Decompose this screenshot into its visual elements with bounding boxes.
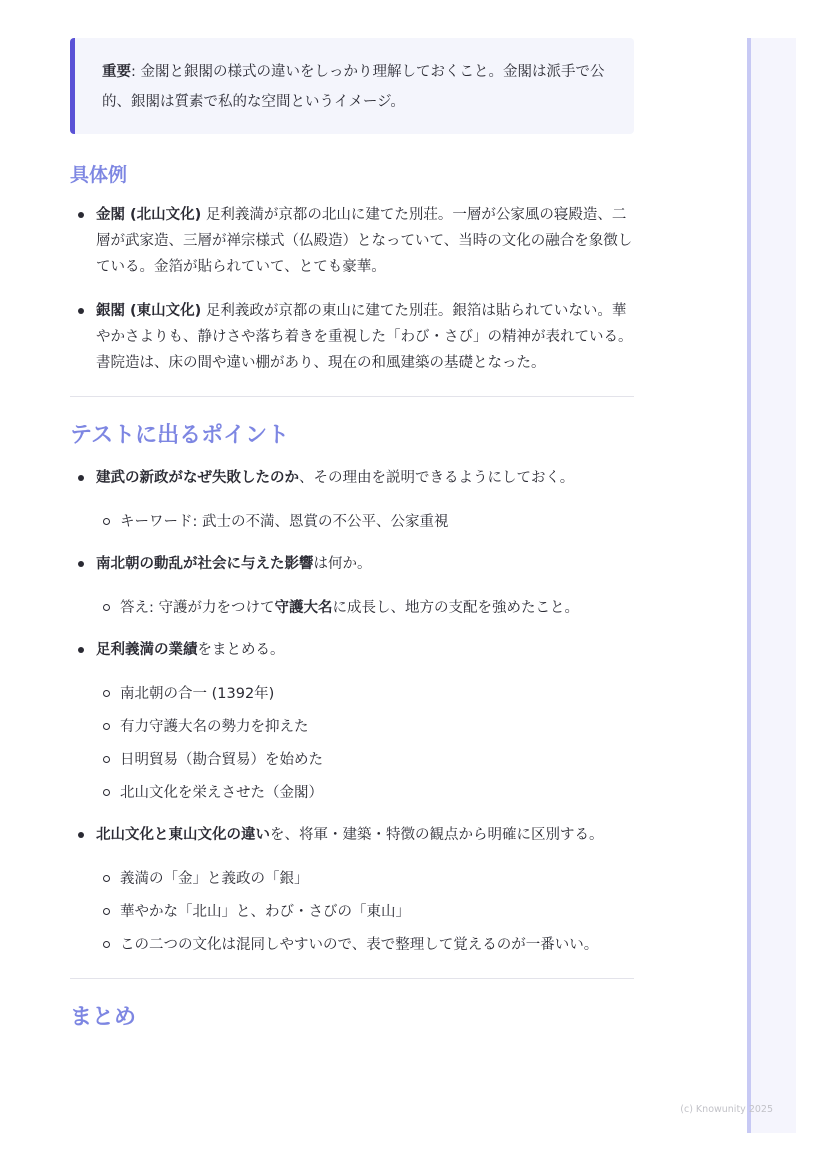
copyright-footer: (c) Knowunity 2025 [680,1104,773,1115]
point-text: は何か。 [313,556,372,572]
sub-list-item: 有力守護大名の勢力を抑えた [96,714,634,740]
sub-bold: 守護大名 [274,600,333,616]
sub-list [96,866,634,958]
sub-list-item: 華やかな「北山」と、わび・さびの「東山」 [96,899,634,925]
sub-list [96,681,634,806]
test-points-section [70,421,634,958]
sub-list-item: 義満の「金」と義政の「銀」 [96,866,634,892]
list-item [70,298,634,376]
sub-list-item: この二つの文化は混同しやすいので、表で整理して覚えるのが一番いい。 [96,932,634,958]
example-text: 足利義政が京都の東山に建てた別荘。銀箔は貼られていない。華やかさよりも、静けさや落ち着きを重視した「わび・さび」の精神が表れている。書院造は、床の間や違い棚があり、現在の和風建築の基礎となった。 [96,303,633,371]
test-points-list [70,465,634,958]
example-text: 足利義満が京都の北山に建てた別荘。一層が公家風の寝殿造、二層が武家造、三層が禅宗様式（仏殿造）となっていて、当時の文化の融合を象徴している。金箔が貼られていて、とても豪華。 [96,207,633,275]
callout-text: : 金閣と銀閣の様式の違いをしっかり理解しておくこと。金閣は派手で公的、銀閣は質素で私的な空間というイメージ。 [102,64,605,110]
point-bold: 南北朝の動乱が社会に与えた影響 [96,556,314,572]
point-bold: 建武の新政がなぜ失敗したのか [96,470,299,486]
examples-heading: 具体例 [70,164,128,186]
sub-list [96,509,634,535]
point-bold: 北山文化と東山文化の違い [96,827,270,843]
side-panel [747,38,796,1133]
list-item [70,822,634,958]
point-bold: 足利義満の業績 [96,642,198,658]
sub-list-item: 南北朝の合一 (1392年) [96,681,634,707]
point-text: 、その理由を説明できるようにしておく。 [299,470,575,486]
section-divider [70,978,634,979]
section-divider [70,396,634,397]
sub-list [96,595,634,621]
test-points-heading: テストに出るポイント [70,423,290,448]
example-title: 銀閣 (東山文化) [96,303,202,319]
list-item [70,551,634,621]
sub-list-item [96,595,634,621]
point-text: を、将軍・建築・特徴の観点から明確に区別する。 [270,827,604,843]
example-title: 金閣 (北山文化) [96,207,202,223]
callout-label: 重要 [102,64,131,80]
point-text: をまとめる。 [197,642,285,658]
list-item [70,465,634,535]
sub-list-item: 北山文化を栄えさせた（金閣） [96,780,634,806]
sub-text: 答え: 守護が力をつけて [120,600,275,616]
sub-text: に成長し、地方の支配を強めたこと。 [332,600,579,616]
important-callout [70,38,634,134]
summary-heading: まとめ [70,1005,137,1030]
page-content [70,38,634,1047]
sub-list-item: 日明貿易（勘合貿易）を始めた [96,747,634,773]
examples-list [70,202,634,376]
sub-list-item: キーワード: 武士の不満、恩賞の不公平、公家重視 [96,509,634,535]
list-item [70,202,634,280]
list-item [70,637,634,806]
